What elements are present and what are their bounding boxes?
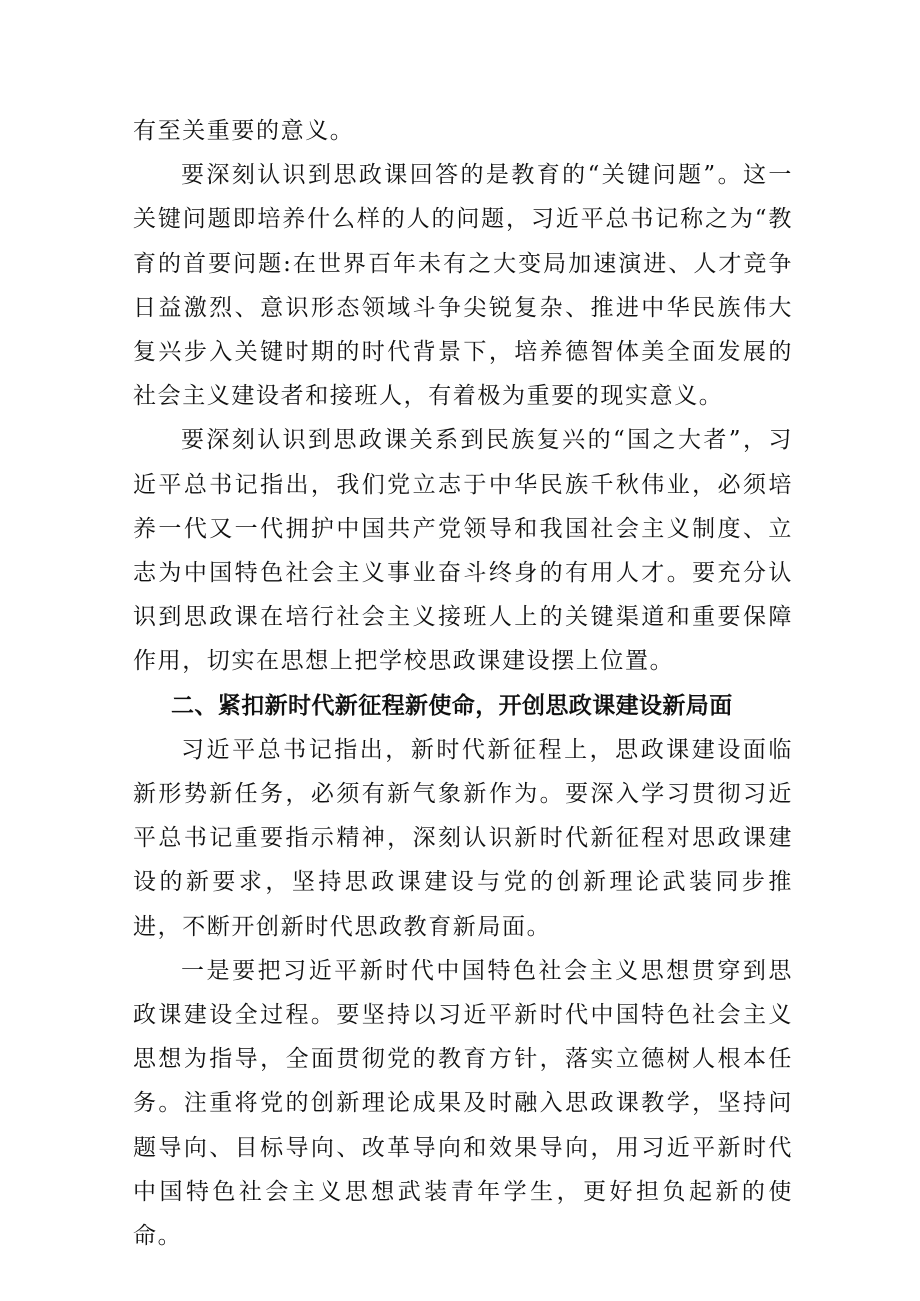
paragraph-continuation: 有至关重要的意义。 (133, 118, 355, 144)
paragraph-new-era: 习近平总书记指出，新时代新征程上，思政课建设面临新形势新任务，必须有新气象新作为。要深入学习贯彻习近平总书记重要指示精神，深刻认识新时代新征程对思政课建设的新要求，坚持思政课建设与党的创新理论武装同步推进，不断开创新时代思政教育新局面。 (133, 736, 793, 940)
paragraph-point-one: 一是要把习近平新时代中国特色社会主义思想贯穿到思政课建设全过程。要坚持以习近平新时代中国特色社会主义思想为指导，全面贯彻党的教育方针，落实立德树人根本任务。注重将党的创新理论成果及时融入思政课教学，坚持问题导向、目标导向、改革导向和效果导向，用习近平新时代中国特色社会主义思想武装青年学生，更好担负起新的使命。 (133, 957, 793, 1250)
paragraph-key-question: 要深刻认识到思政课回答的是教育的“关键问题”。这一关键问题即培养什么样的人的问题，习近平总书记称之为“教育的首要问题:在世界百年未有之大变局加速演进、人才竞争日益激烈、意识形态领域斗争尖锐复杂、推进中华民族伟大复兴步入关键时期的时代背景下，培养德智体美全面发展的社会主义建设者和接班人，有着极为重要的现实意义。 (133, 162, 793, 410)
section-heading: 二、紧扣新时代新征程新使命，开创思政课建设新局面 (171, 692, 733, 719)
paragraph-national-rejuvenation: 要深刻认识到思政课关系到民族复兴的“国之大者”，习近平总书记指出，我们党立志于中华民族千秋伟业，必须培养一代又一代拥护中国共产党领导和我国社会主义制度、立志为中国特色社会主义事业奋斗终身的有用人才。要充分认识到思政课在培行社会主义接班人上的关键渠道和重要保障作用，切实在思想上把学校思政课建设摆上位置。 (133, 427, 793, 675)
document-body (133, 109, 793, 1258)
